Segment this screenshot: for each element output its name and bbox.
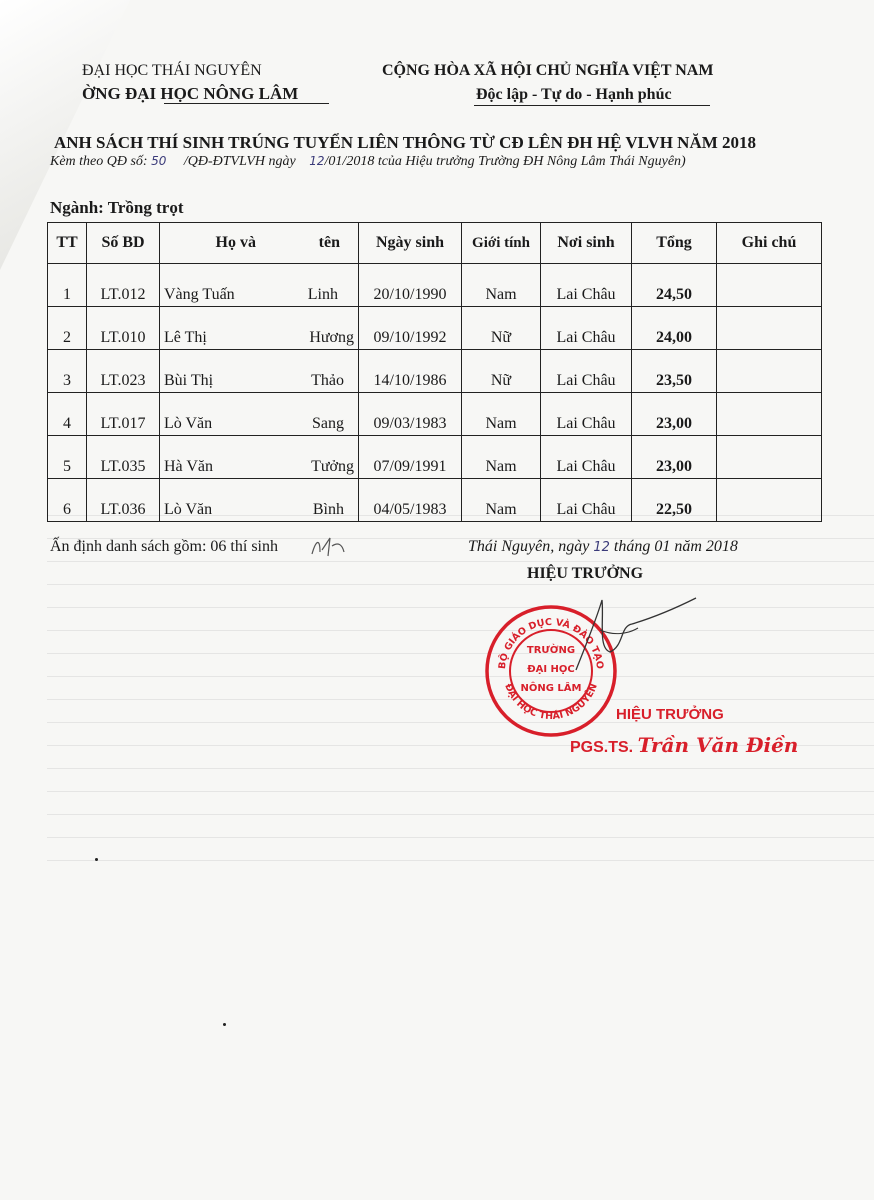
cell-sbd: LT.010 bbox=[87, 307, 160, 350]
cell-ngay-sinh: 09/10/1992 bbox=[359, 307, 462, 350]
org-line2: ỜNG ĐẠI HỌC NÔNG LÂM bbox=[82, 84, 299, 103]
cell-ten: Sang bbox=[260, 393, 359, 436]
cell-ho: Vàng Tuấn bbox=[160, 264, 261, 307]
cell-ten: Tưởng bbox=[260, 436, 359, 479]
cell-ho: Lò Văn bbox=[160, 393, 261, 436]
decision-number: 50 bbox=[151, 154, 167, 168]
subtitle-suffix: /01/2018 tcủa Hiệu trưởng Trường ĐH Nông Lâm Thái Nguyên) bbox=[324, 154, 686, 169]
table-row bbox=[48, 479, 822, 522]
cell-gioi-tinh: Nam bbox=[462, 436, 541, 479]
seal-line2: ĐẠI HỌC bbox=[527, 664, 575, 675]
cell-tong: 23,50 bbox=[632, 350, 717, 393]
cell-ngay-sinh: 09/03/1983 bbox=[359, 393, 462, 436]
nation-motto: Độc lập - Tự do - Hạnh phúc bbox=[476, 86, 672, 103]
cell-noi-sinh: Lai Châu bbox=[541, 436, 632, 479]
cell-tt: 1 bbox=[48, 264, 87, 307]
cell-tt: 6 bbox=[48, 479, 87, 522]
header-ghi-chu: Ghi chú bbox=[717, 223, 822, 264]
cell-noi-sinh: Lai Châu bbox=[541, 479, 632, 522]
decision-day: 12 bbox=[309, 154, 325, 168]
table-header-row bbox=[48, 223, 822, 264]
cell-gioi-tinh: Nam bbox=[462, 393, 541, 436]
cell-ho: Lê Thị bbox=[160, 307, 261, 350]
cell-tt: 3 bbox=[48, 350, 87, 393]
header-tong: Tổng bbox=[632, 223, 717, 264]
cell-ten: Hương bbox=[260, 307, 359, 350]
paper-speck bbox=[223, 1023, 226, 1026]
cell-noi-sinh: Lai Châu bbox=[541, 393, 632, 436]
cell-ngay-sinh: 07/09/1991 bbox=[359, 436, 462, 479]
cell-tong: 22,50 bbox=[632, 479, 717, 522]
cell-ho: Hà Văn bbox=[160, 436, 261, 479]
place-day: 12 bbox=[593, 540, 610, 555]
cell-ghi-chu bbox=[717, 393, 822, 436]
seal-top-text: BỘ GIÁO DỤC VÀ ĐÀO TẠO bbox=[496, 616, 606, 670]
seal-line3: NÔNG LÂM bbox=[520, 683, 582, 694]
subtitle-prefix: Kèm theo QĐ số: bbox=[50, 154, 148, 169]
table-row bbox=[48, 393, 822, 436]
cell-tong: 24,50 bbox=[632, 264, 717, 307]
cell-tong: 23,00 bbox=[632, 393, 717, 436]
cell-ngay-sinh: 20/10/1990 bbox=[359, 264, 462, 307]
header-noi-sinh: Nơi sinh bbox=[541, 223, 632, 264]
table-row bbox=[48, 264, 822, 307]
candidate-table bbox=[47, 222, 822, 522]
cell-ten: Thảo bbox=[260, 350, 359, 393]
table-row bbox=[48, 307, 822, 350]
signer-fullname: Trần Văn Điền bbox=[637, 733, 799, 757]
subtitle-mid: /QĐ-ĐTVLVH ngày bbox=[183, 154, 296, 169]
cell-gioi-tinh: Nam bbox=[462, 264, 541, 307]
place-suffix: tháng 01 năm 2018 bbox=[613, 538, 738, 555]
cell-tong: 24,00 bbox=[632, 307, 717, 350]
cell-ghi-chu bbox=[717, 264, 822, 307]
initials-signature bbox=[308, 532, 348, 560]
seal-line1: TRƯỜNG bbox=[526, 645, 576, 656]
rector-signature bbox=[540, 590, 700, 680]
header-tt: TT bbox=[48, 223, 87, 264]
cell-sbd: LT.012 bbox=[87, 264, 160, 307]
header-sbd: Số BD bbox=[87, 223, 160, 264]
header-ten: tên bbox=[260, 223, 359, 264]
cell-ghi-chu bbox=[717, 436, 822, 479]
stamp-rector-title: HIỆU TRƯỞNG bbox=[616, 706, 724, 723]
signer-title: PGS.TS. bbox=[570, 739, 634, 756]
cell-tt: 4 bbox=[48, 393, 87, 436]
bleed-through-lines bbox=[47, 515, 874, 885]
header-ho: Họ và bbox=[160, 223, 261, 264]
cell-ten: Bình bbox=[260, 479, 359, 522]
place-date bbox=[468, 538, 738, 556]
document-subtitle bbox=[50, 154, 686, 170]
cell-ngay-sinh: 04/05/1983 bbox=[359, 479, 462, 522]
cell-ngay-sinh: 14/10/1986 bbox=[359, 350, 462, 393]
cell-ghi-chu bbox=[717, 350, 822, 393]
cell-ten: Linh bbox=[260, 264, 359, 307]
cell-noi-sinh: Lai Châu bbox=[541, 350, 632, 393]
cell-sbd: LT.017 bbox=[87, 393, 160, 436]
rector-heading: HIỆU TRƯỞNG bbox=[527, 565, 644, 582]
cell-gioi-tinh: Nữ bbox=[462, 307, 541, 350]
org-underline bbox=[164, 103, 329, 104]
document-title: ANH SÁCH THÍ SINH TRÚNG TUYỂN LIÊN THÔNG TỪ CĐ LÊN ĐH HỆ VLVH NĂM 2018 bbox=[54, 133, 757, 152]
org-line1: ĐẠI HỌC THÁI NGUYÊN bbox=[82, 62, 262, 79]
cell-tt: 5 bbox=[48, 436, 87, 479]
cell-ho: Lò Văn bbox=[160, 479, 261, 522]
signer-name bbox=[570, 733, 798, 757]
cell-sbd: LT.035 bbox=[87, 436, 160, 479]
paper-speck bbox=[95, 858, 98, 861]
cell-tong: 23,00 bbox=[632, 436, 717, 479]
cell-noi-sinh: Lai Châu bbox=[541, 307, 632, 350]
table-row bbox=[48, 350, 822, 393]
cell-sbd: LT.023 bbox=[87, 350, 160, 393]
table-row bbox=[48, 436, 822, 479]
header-ngay-sinh: Ngày sinh bbox=[359, 223, 462, 264]
place-prefix: Thái Nguyên, ngày bbox=[468, 538, 590, 555]
nation-title: CỘNG HÒA XÃ HỘI CHỦ NGHĨA VIỆT NAM bbox=[382, 62, 714, 79]
cell-tt: 2 bbox=[48, 307, 87, 350]
cell-gioi-tinh: Nam bbox=[462, 479, 541, 522]
list-summary: Ấn định danh sách gồm: 06 thí sinh bbox=[50, 538, 278, 555]
cell-noi-sinh: Lai Châu bbox=[541, 264, 632, 307]
cell-ho: Bùi Thị bbox=[160, 350, 261, 393]
motto-underline bbox=[474, 105, 710, 106]
cell-gioi-tinh: Nữ bbox=[462, 350, 541, 393]
cell-sbd: LT.036 bbox=[87, 479, 160, 522]
header-gioi-tinh: Giới tính bbox=[462, 223, 541, 264]
major-label: Ngành: Trồng trọt bbox=[50, 198, 184, 217]
seal-bottom-text: ĐẠI HỌC THÁI NGUYÊN bbox=[502, 682, 600, 723]
cell-ghi-chu bbox=[717, 307, 822, 350]
cell-ghi-chu bbox=[717, 479, 822, 522]
